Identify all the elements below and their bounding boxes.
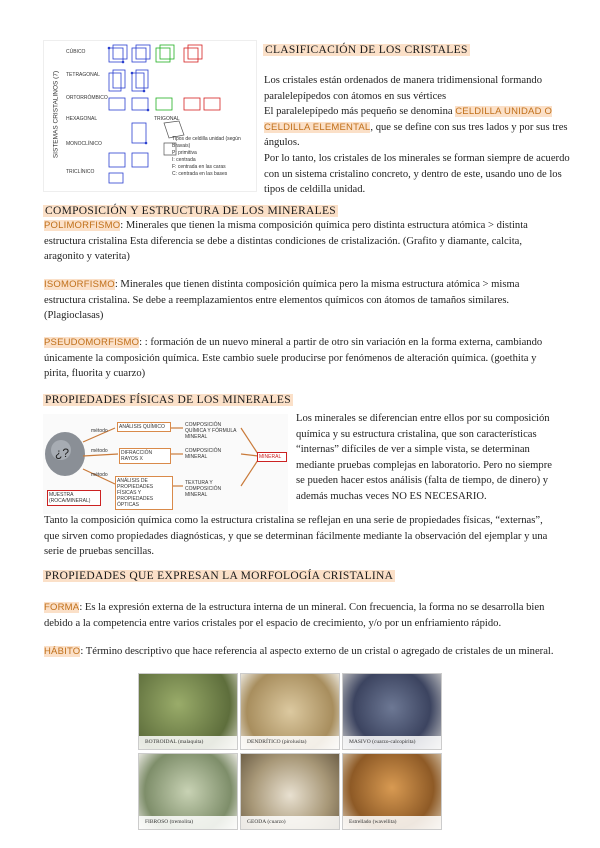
arrow-label: método xyxy=(91,448,108,454)
legend-item: P: primitiva xyxy=(172,150,197,156)
system-label: ORTORRÓMBICO xyxy=(66,95,108,101)
result-label: TEXTURA Y COMPOSICIÓN MINERAL xyxy=(185,480,222,498)
method-box: ANÁLISIS QUÍMICO xyxy=(117,422,171,432)
term-polimorfismo: POLIMORFISMO xyxy=(44,220,121,231)
term-forma: FORMA xyxy=(44,602,80,613)
system-label: MONOCLÍNICO xyxy=(66,141,102,147)
system-label: TRICLÍNICO xyxy=(66,169,95,175)
legend-item: C: centrada en las bases xyxy=(172,171,228,177)
isomorfismo-paragraph: ISOMORFISMO: Minerales que tienen distinta composición química pero la misma estructura atómica > misma estructura cristalina. Se debe a reemplazamientos entre elementos químicos con átomos de tamaños similares. (Plagioclasas) xyxy=(44,279,520,322)
habit-photo-masivo: MASIVO (cuarzo-calcopirita) xyxy=(342,673,442,750)
habit-photo-fibroso: FIBROSO (tremolita) xyxy=(138,753,238,830)
paragraph: Los cristales están ordenados de manera tridimensional formando paralelepípedos con átomos en sus vértices xyxy=(264,75,542,102)
sample-box: MUESTRA (ROCA/MINERAL) xyxy=(47,490,101,506)
polimorfismo-paragraph: POLIMORFISMO: Minerales que tienen la misma composición química pero distinta estructura atómica > distinta estructura cristalina Esta diferencia se debe a distintas condiciones de cristalización. (Grafito y diamante, calcita, aragonito y vaterita) xyxy=(44,220,528,263)
term-pseudomorfismo: PSEUDOMORFISMO xyxy=(44,337,140,348)
analysis-methods-diagram xyxy=(43,414,288,514)
bravais-legend xyxy=(172,136,252,178)
section-title-morfologia: PROPIEDADES QUE EXPRESAN LA MORFOLOGÍA CRISTALINA xyxy=(45,570,394,582)
section-title-clasificacion: CLASIFICACIÓN DE LOS CRISTALES xyxy=(265,44,468,56)
habit-photo-dendritico: DENDRÍTICO (pirolusita) xyxy=(240,673,340,750)
method-box: ANÁLISIS DE PROPIEDADES FÍSICAS Y PROPIEDADES ÓPTICAS xyxy=(115,476,173,510)
figure-side-label: SISTEMAS CRISTALINOS (7) xyxy=(46,51,60,181)
pseudomorfismo-paragraph: PSEUDOMORFISMO: : formación de un nuevo mineral a partir de otro sin variación en la forma externa, cambiando únicamente la composición química. Este cambio suele producirse por fenómenos de alteración química. (goethita y pirita, fluorita y cuarzo) xyxy=(44,337,543,380)
section-title-propiedades-fisicas: PROPIEDADES FÍSICAS DE LOS MINERALES xyxy=(45,394,291,406)
propiedades-fisicas-text: Los minerales se diferencian entre ellos por su composición química y su estructura cristalina, que son características “internas” difíciles de ver a simple vista, se determinan mediante pruebas complejas en laboratorio. Pero no siempre se pueden hacer estos análisis (falta de tiempo, de dinero) y además muchas veces NO ES NECESARIO. xyxy=(296,413,552,502)
term-celdilla: CELDILLA UNIDAD O CELDILLA ELEMENTAL xyxy=(264,106,553,133)
system-label: TRIGONAL xyxy=(154,116,180,122)
arrow-label: método xyxy=(91,472,108,478)
result-label: COMPOSICIÓN MINERAL xyxy=(185,448,222,460)
habit-photo-geoda: GEODA (cuarzo) xyxy=(240,753,340,830)
habito-paragraph: HÁBITO: Término descriptivo que hace referencia al aspecto externo de un cristal o agregado de cristales de un mineral. xyxy=(44,646,554,657)
propiedades-fisicas-text-2: Tanto la composición química como la estructura cristalina se reflejan en una serie de propiedades físicas, “externas”, que sirven como propiedades diagnósticas, y que se determinan fácilmente mediante la observación del ejemplar y una serie de pruebas sencillas. xyxy=(44,515,548,558)
crystal-systems-figure xyxy=(43,40,257,192)
habit-photo-estrellado: Estrellado (wavellita) xyxy=(342,753,442,830)
result-label: COMPOSICIÓN QUÍMICA Y FÓRMULA MINERAL xyxy=(185,422,237,440)
habit-photo-botroidal: BOTROIDAL (malaquita) xyxy=(138,673,238,750)
section-title-composicion: COMPOSICIÓN Y ESTRUCTURA DE LOS MINERALES xyxy=(45,205,336,217)
legend-item: I: centrada xyxy=(172,157,196,163)
question-mark: ¿? xyxy=(55,446,70,460)
arrow-label: método xyxy=(91,428,108,434)
forma-paragraph: FORMA: Es la expresión externa de la estructura interna de un mineral. Con frecuencia, la forma no se desarrolla bien debido a la competencia entre varios cristales por el espacio de crecimiento, y/o por un enfriamiento rápido. xyxy=(44,602,545,629)
system-label: CÚBICO xyxy=(66,49,86,55)
method-box: DIFRACCIÓN RAYOS X xyxy=(119,448,171,464)
term-habito: HÁBITO xyxy=(44,646,81,657)
paragraph: El paralelepípedo más pequeño se denomina CELDILLA UNIDAD O CELDILLA ELEMENTAL, que se define con sus tres lados y por sus tres ángulos. xyxy=(264,106,568,149)
mineral-box: MINERAL xyxy=(257,452,287,462)
clasificacion-text xyxy=(264,73,582,198)
legend-item: F: centrada en las caras xyxy=(172,164,226,170)
system-label: HEXAGONAL xyxy=(66,116,98,122)
system-label: TETRAGONAL xyxy=(66,72,100,78)
legend-title: Tipos de celdilla unidad (según Bravais) xyxy=(172,136,241,149)
paragraph: Por lo tanto, los cristales de los minerales se forman siempre de acuerdo con un sistema cristalino concreto, y dentro de este, usando uno de los tipos de celdilla unidad. xyxy=(264,152,570,196)
term-isomorfismo: ISOMORFISMO xyxy=(44,279,115,290)
